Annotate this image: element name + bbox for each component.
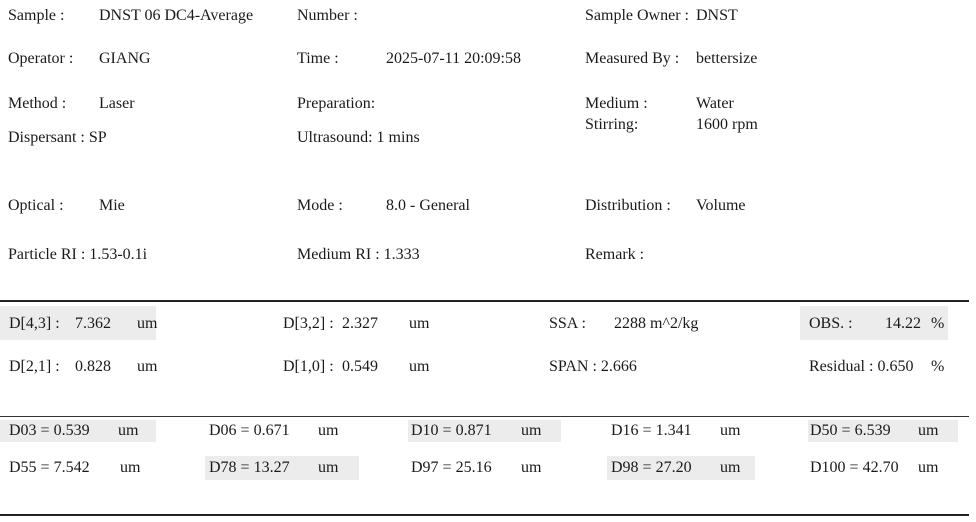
d03-unit: um — [118, 422, 139, 439]
d55-text: D55 = 7.542 — [9, 459, 90, 476]
obs-label: OBS. : — [809, 315, 853, 332]
d21-unit: um — [137, 358, 158, 375]
dispersant-text: Dispersant : SP — [8, 129, 107, 146]
time-label: Time : — [297, 50, 339, 67]
sample-owner-value: DNST — [696, 7, 738, 24]
d32-unit: um — [409, 315, 430, 332]
obs-unit: % — [931, 315, 945, 332]
particle-ri-text: Particle RI : 1.53-0.1i — [8, 246, 148, 263]
residual-unit: % — [931, 358, 945, 375]
span-text: SPAN : 2.666 — [549, 358, 637, 375]
d98-text: D98 = 27.20 — [611, 459, 692, 476]
d21-label: D[2,1] : — [9, 358, 60, 375]
d32-value: 2.327 — [342, 315, 378, 332]
d06-unit: um — [318, 422, 339, 439]
divider-top — [0, 300, 969, 302]
distribution-value: Volume — [696, 197, 746, 214]
measured-by-label: Measured By : — [585, 50, 680, 67]
d50-unit: um — [918, 422, 939, 439]
method-label: Method : — [8, 95, 67, 112]
d16-text: D16 = 1.341 — [611, 422, 692, 439]
d78-text: D78 = 13.27 — [209, 459, 290, 476]
stirring-label: Stirring: — [585, 116, 639, 133]
operator-label: Operator : — [8, 50, 74, 67]
optical-value: Mie — [99, 197, 125, 214]
d10-mean-label: D[1,0] : — [283, 358, 334, 375]
d50-text: D50 = 6.539 — [810, 422, 891, 439]
ssa-label: SSA : — [549, 315, 586, 332]
optical-label: Optical : — [8, 197, 64, 214]
sample-owner-label: Sample Owner : — [585, 7, 689, 24]
mode-value: 8.0 - General — [386, 197, 470, 214]
d100-unit: um — [918, 459, 939, 476]
d10-text: D10 = 0.871 — [411, 422, 492, 439]
ultrasound-value: Ultrasound: 1 mins — [297, 129, 420, 146]
d32-label: D[3,2] : — [283, 315, 334, 332]
d97-text: D97 = 25.16 — [411, 459, 492, 476]
stirring-value: 1600 rpm — [696, 116, 758, 133]
d78-unit: um — [318, 459, 339, 476]
d98-unit: um — [720, 459, 741, 476]
divider-middle — [0, 416, 969, 417]
d10-unit: um — [521, 422, 542, 439]
medium-value: Water — [696, 95, 734, 112]
ssa-value: 2288 m^2/kg — [614, 315, 699, 332]
d10-mean-value: 0.549 — [342, 358, 378, 375]
preparation-label: Preparation: — [297, 95, 376, 112]
sample-value: DNST 06 DC4-Average — [99, 7, 254, 24]
d43-unit: um — [137, 315, 158, 332]
d55-unit: um — [120, 459, 141, 476]
sample-label: Sample : — [8, 7, 65, 24]
residual-text: Residual : 0.650 — [809, 358, 914, 375]
d06-text: D06 = 0.671 — [209, 422, 290, 439]
number-label: Number : — [297, 7, 358, 24]
mode-label: Mode : — [297, 197, 343, 214]
d43-value: 7.362 — [75, 315, 111, 332]
d21-value: 0.828 — [75, 358, 111, 375]
method-value: Laser — [99, 95, 135, 112]
medium-label: Medium : — [585, 95, 648, 112]
d03-text: D03 = 0.539 — [9, 422, 90, 439]
divider-bottom — [0, 514, 969, 516]
d97-unit: um — [521, 459, 542, 476]
d43-label: D[4,3] : — [9, 315, 60, 332]
distribution-label: Distribution : — [585, 197, 671, 214]
medium-ri-text: Medium RI : 1.333 — [297, 246, 420, 263]
d10-mean-unit: um — [409, 358, 430, 375]
operator-value: GIANG — [99, 50, 151, 67]
remark-label: Remark : — [585, 246, 645, 263]
d100-text: D100 = 42.70 — [810, 459, 899, 476]
measured-by-value: bettersize — [696, 50, 758, 67]
obs-value: 14.22 — [885, 315, 921, 332]
d16-unit: um — [720, 422, 741, 439]
time-value: 2025-07-11 20:09:58 — [386, 50, 521, 67]
